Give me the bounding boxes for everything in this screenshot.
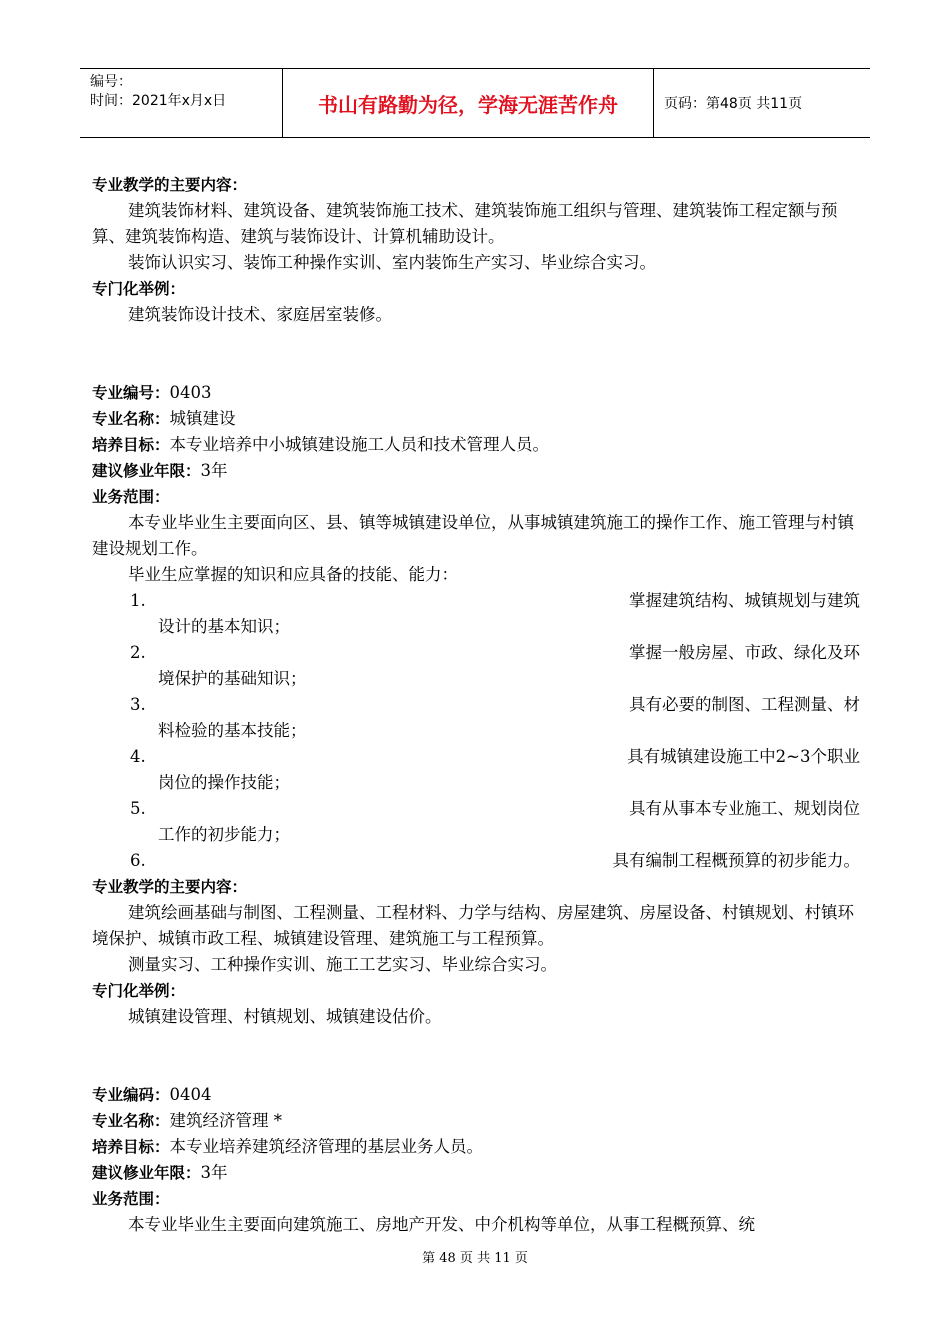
- major-code-row: [92, 380, 860, 406]
- list-item-text-cont: 岗位的操作技能；: [158, 773, 290, 792]
- section-gap: [92, 1030, 860, 1082]
- content-heading: 专业教学的主要内容：: [92, 878, 248, 896]
- list-item-text: 掌握建筑结构、城镇规划与建筑: [629, 591, 860, 610]
- major-name-label: 专业名称：: [92, 410, 170, 428]
- list-item-text: 具有从事本专业施工、规划岗位: [629, 799, 860, 818]
- major-name: 建筑经济管理 *: [169, 1111, 283, 1130]
- list-item: [92, 588, 860, 640]
- list-item-text-cont: 境保护的基础知识；: [158, 669, 307, 688]
- content-paragraph: 建筑装饰材料、建筑设备、建筑装饰施工技术、建筑装饰施工组织与管理、建筑装饰工程定额与预算、建筑装饰构造、建筑与装饰设计、计算机辅助设计。: [92, 201, 838, 246]
- training-goal: 本专业培养建筑经济管理的基层业务人员。: [169, 1137, 484, 1156]
- business-scope-heading: 业务范围：: [92, 488, 170, 506]
- training-goal-label: 培养目标：: [92, 436, 170, 454]
- list-item-number: 3.: [130, 695, 146, 714]
- business-scope-heading: 业务范围：: [92, 1190, 170, 1208]
- specialization-heading: 专门化举例：: [92, 280, 186, 298]
- study-years: 3年: [200, 461, 228, 480]
- study-years-label: 建议修业年限：: [92, 1164, 201, 1182]
- list-item-text: 具有必要的制图、工程测量、材: [629, 695, 860, 714]
- major-name-row: [92, 406, 860, 432]
- study-years-row: [92, 458, 860, 484]
- content-paragraph: 装饰认识实习、装饰工种操作实训、室内装饰生产实习、毕业综合实习。: [128, 253, 656, 272]
- skills-intro: 毕业生应掌握的知识和应具备的技能、能力：: [128, 565, 458, 584]
- specialization-text: 城镇建设管理、村镇规划、城镇建设估价。: [128, 1007, 442, 1026]
- list-item: [92, 796, 860, 848]
- list-item-number: 2.: [130, 643, 146, 662]
- training-goal-row: [92, 432, 860, 458]
- page-footer: 第 48 页 共 11 页: [422, 1251, 528, 1266]
- header-meta: [80, 69, 282, 137]
- page-header: [80, 68, 870, 138]
- training-goal-label: 培养目标：: [92, 1138, 170, 1156]
- list-item-number: 1.: [130, 591, 146, 610]
- major-name-row: [92, 1108, 860, 1134]
- specialization-heading: 专门化举例：: [92, 982, 186, 1000]
- major-name: 城镇建设: [169, 409, 236, 428]
- major-code-label: 专业编码：: [92, 1086, 170, 1104]
- major-code: 0404: [169, 1085, 212, 1104]
- list-item-number: 6.: [130, 851, 146, 870]
- list-item: [92, 640, 860, 692]
- list-item: [92, 744, 860, 796]
- list-item-text-cont: 设计的基本知识；: [158, 617, 290, 636]
- header-motto: 书山有路勤为径，学海无涯苦作舟: [282, 69, 654, 137]
- study-years: 3年: [200, 1163, 228, 1182]
- list-item-text-cont: 工作的初步能力；: [158, 825, 290, 844]
- header-page-number: 页码：第48页 共11页: [664, 96, 803, 112]
- major-code: 0403: [169, 383, 212, 402]
- section-gap: [92, 328, 860, 380]
- document-body: [92, 172, 860, 1238]
- content-heading: 专业教学的主要内容：: [92, 176, 248, 194]
- major-code-row: [92, 1082, 860, 1108]
- list-item-number: 4.: [130, 747, 146, 766]
- list-item-text: 掌握一般房屋、市政、绿化及环: [629, 643, 860, 662]
- major-name-label: 专业名称：: [92, 1112, 170, 1130]
- content-paragraph: 测量实习、工种操作实训、施工工艺实习、毕业综合实习。: [128, 955, 557, 974]
- content-paragraph: 建筑绘画基础与制图、工程测量、工程材料、力学与结构、房屋建筑、房屋设备、村镇规划、村镇环境保护、城镇市政工程、城镇建设管理、建筑施工与工程预算。: [92, 903, 854, 948]
- list-item-number: 5.: [130, 799, 146, 818]
- study-years-label: 建议修业年限：: [92, 462, 201, 480]
- list-item: [92, 692, 860, 744]
- doc-number-label: 编号：: [90, 74, 132, 90]
- doc-date: 时间：2021年x月x日: [90, 93, 227, 109]
- major-code-label: 专业编号：: [92, 384, 170, 402]
- specialization-text: 建筑装饰设计技术、家庭居室装修。: [128, 305, 392, 324]
- list-item-text-cont: 料检验的基本技能；: [158, 721, 307, 740]
- study-years-row: [92, 1160, 860, 1186]
- list-item: [92, 848, 860, 874]
- list-item-text: 具有城镇建设施工中2~3个职业: [627, 747, 860, 766]
- business-scope-paragraph: 本专业毕业生主要面向区、县、镇等城镇建设单位，从事城镇建筑施工的操作工作、施工管理与村镇建设规划工作。: [92, 513, 854, 558]
- training-goal: 本专业培养中小城镇建设施工人员和技术管理人员。: [169, 435, 550, 454]
- training-goal-row: [92, 1134, 860, 1160]
- business-scope-paragraph: 本专业毕业生主要面向建筑施工、房地产开发、中介机构等单位，从事工程概预算、统: [128, 1215, 755, 1234]
- list-item-text: 具有编制工程概预算的初步能力。: [612, 851, 860, 870]
